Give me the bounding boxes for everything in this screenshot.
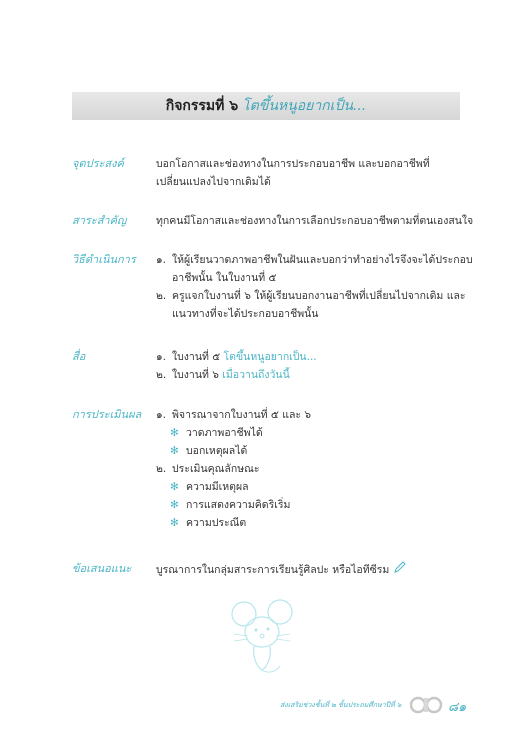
procedure-item-number: ๑. — [156, 254, 167, 266]
evaluation-item — [156, 406, 472, 424]
asterisk-bullet-icon: ✻ — [170, 481, 179, 493]
procedure-item-text: ให้ผู้เรียนวาดภาพอาชีพในฝันและบอกว่าทำอย่างไรจึงจะได้ประกอบ — [172, 254, 473, 266]
media-content — [156, 348, 472, 384]
procedure-item-continuation: แนวทางที่จะได้ประกอบอาชีพนั้น — [172, 308, 319, 320]
activity-title — [72, 92, 460, 120]
asterisk-bullet-icon: ✻ — [170, 445, 179, 457]
objective-line: เปลี่ยนแปลงไปจากเดิมได้ — [156, 176, 271, 188]
evaluation-subitem — [156, 424, 472, 442]
evaluation-subitem-text: วาดภาพอาชีพได้ — [186, 427, 263, 439]
evaluation-item-number: ๑. — [156, 409, 167, 421]
procedure-item-text: ครูแจกใบงานที่ ๖ ให้ผู้เรียนบอกงานอาชีพที่เปลี่ยนไปจากเดิม และ — [172, 290, 466, 302]
media-item-number: ๑. — [156, 351, 167, 363]
procedure-item-continuation: อาชีพนั้น ในใบงานที่ ๕ — [172, 272, 277, 284]
asterisk-bullet-icon: ✻ — [170, 499, 179, 511]
media-item-prefix: ใบงานที่ ๕ — [172, 351, 221, 363]
page-number: ๘๑ — [448, 700, 467, 715]
essence-text: ทุกคนมีโอกาสและช่องทางในการเลือกประกอบอาชีพตามที่ตนเองสนใจ — [156, 215, 474, 227]
evaluation-subitem — [156, 496, 472, 514]
evaluation-label: การประเมินผล — [72, 408, 142, 421]
evaluation-subitem-text: ความประณีต — [186, 517, 247, 529]
evaluation-subitem-text: การแสดงความคิดริเริ่ม — [186, 499, 291, 511]
procedure-item — [156, 287, 472, 305]
essence-content — [156, 212, 472, 230]
asterisk-bullet-icon: ✻ — [170, 427, 179, 439]
objective-line: บอกโอกาสและช่องทางในการประกอบอาชีพ และบอกอาชีพที่ — [156, 158, 430, 170]
mouse-illustration — [228, 596, 298, 680]
media-item-number: ๒. — [156, 369, 167, 381]
media-item-title: โตขึ้นหนูอยากเป็น... — [223, 351, 317, 363]
footer-decoration-icon — [410, 694, 446, 720]
media-item-prefix: ใบงานที่ ๖ — [172, 369, 219, 381]
media-label: สื่อ — [72, 350, 86, 363]
objective-content — [156, 155, 472, 191]
suggestion-text: บูรณาการในกลุ่มสาระการเรียนรู้ศิลปะ หรือไอทีซีรม — [156, 564, 390, 576]
media-item — [156, 366, 472, 384]
evaluation-item — [156, 460, 472, 478]
suggestion-line — [156, 560, 472, 578]
activity-number: กิจกรรมที่ ๖ — [165, 98, 239, 114]
evaluation-subitem — [156, 514, 472, 532]
activity-title-bar — [72, 92, 460, 120]
essence-label: สาระสำคัญ — [72, 214, 127, 227]
evaluation-item-text: ประเมินคุณลักษณะ — [172, 463, 260, 475]
objective-label: จุดประสงค์ — [72, 157, 124, 170]
activity-name: โตขึ้นหนูอยากเป็น... — [242, 98, 367, 114]
evaluation-content — [156, 406, 472, 532]
pencil-icon — [393, 560, 407, 580]
asterisk-bullet-icon: ✻ — [170, 517, 179, 529]
suggestion-label: ข้อเสนอแนะ — [72, 562, 132, 575]
suggestion-content — [156, 560, 472, 578]
media-item-title: เมื่อวานถึงวันนี้ — [222, 369, 290, 381]
evaluation-subitem — [156, 478, 472, 496]
evaluation-item-number: ๒. — [156, 463, 167, 475]
evaluation-item-text: พิจารณาจากใบงานที่ ๕ และ ๖ — [172, 409, 312, 421]
evaluation-subitem-text: บอกเหตุผลได้ — [186, 445, 248, 457]
procedure-label: วิธีดำเนินการ — [72, 253, 136, 266]
media-item — [156, 348, 472, 366]
evaluation-subitem — [156, 442, 472, 460]
footer-caption: ส่งเสริมช่วงชั้นที่ ๒ ชั้นประถมศึกษาปีที่ ๖ — [280, 701, 402, 709]
procedure-content — [156, 251, 472, 323]
evaluation-subitem-text: ความมีเหตุผล — [186, 481, 249, 493]
page-footer — [280, 694, 480, 718]
procedure-item — [156, 251, 472, 269]
procedure-item-number: ๒. — [156, 290, 167, 302]
